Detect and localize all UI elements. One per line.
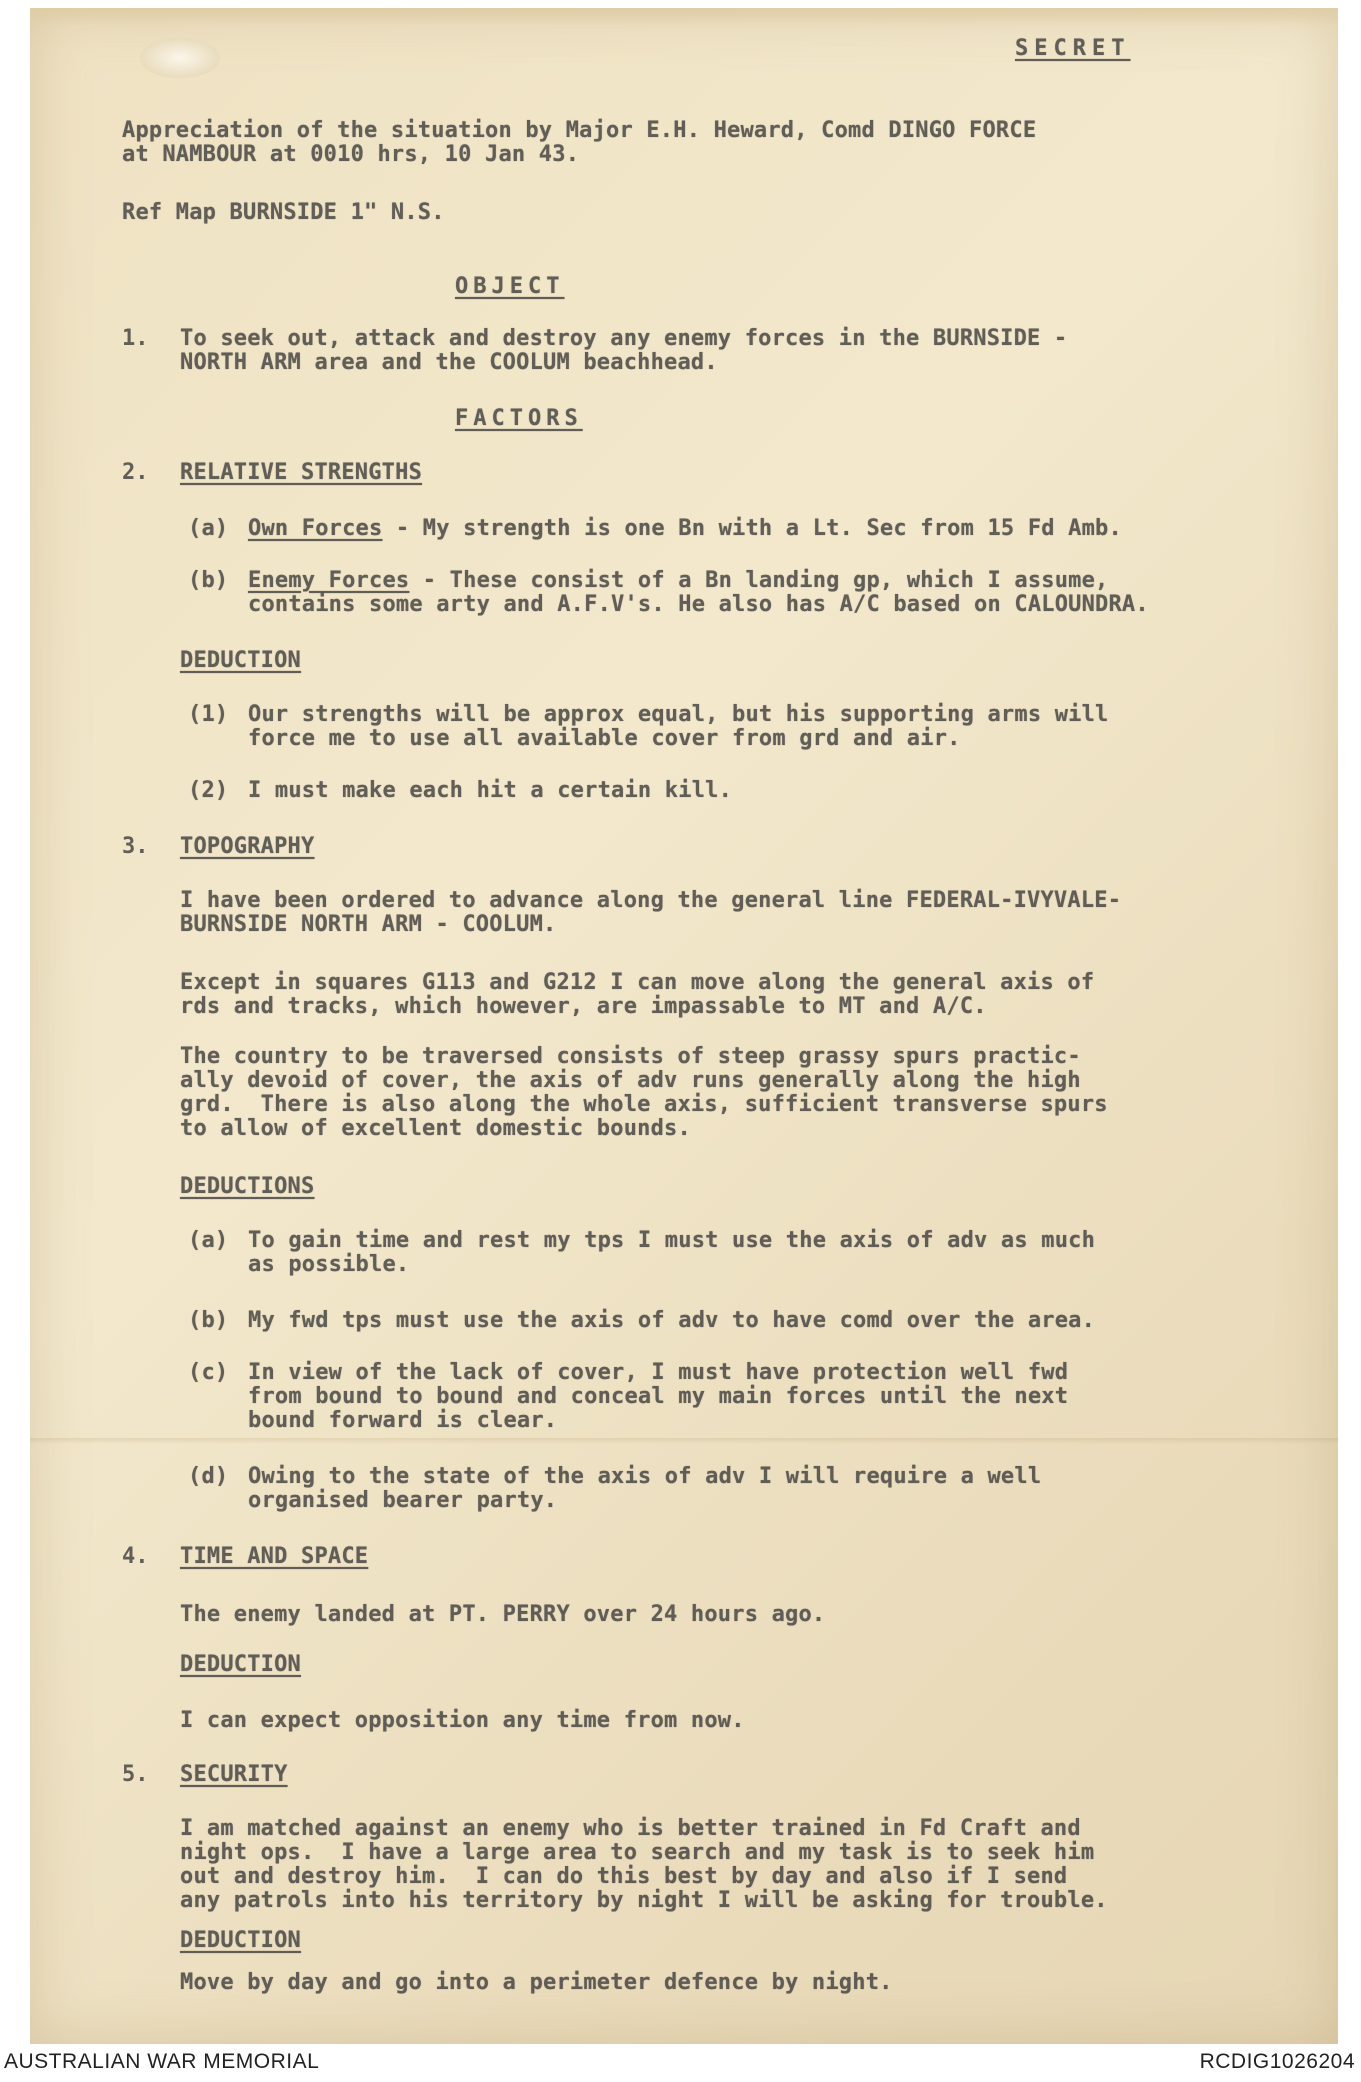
- topography-deduction-a-line-2: as possible.: [248, 1252, 410, 1277]
- relative-strengths-title: RELATIVE STRENGTHS: [180, 460, 423, 485]
- topography-deduction-a-label: (a): [188, 1228, 229, 1253]
- topography-p3-line-2: ally devoid of cover, the axis of adv runs generally along the high: [180, 1068, 1081, 1093]
- classification-mark: SECRET: [1015, 36, 1131, 61]
- security-p1-line-3: out and destroy him. I can do this best by day and also if I send: [180, 1864, 1068, 1889]
- paper-crease: [30, 1438, 1338, 1444]
- object-number: 1.: [122, 326, 149, 351]
- security-p1-line-2: night ops. I have a large area to search and my task is to seek him: [180, 1840, 1095, 1865]
- time-space-p1: The enemy landed at PT. PERRY over 24 hours ago.: [180, 1602, 826, 1627]
- strengths-deduction-title: DEDUCTION: [180, 648, 302, 673]
- factors-title: FACTORS: [455, 406, 583, 431]
- object-line-1: To seek out, attack and destroy any enemy forces in the BURNSIDE -: [180, 326, 1068, 351]
- topography-deductions-title: DEDUCTIONS: [180, 1174, 315, 1199]
- time-space-number: 4.: [122, 1544, 149, 1569]
- heading-line-1: Appreciation of the situation by Major E.H. Heward, Comd DINGO FORCE: [122, 118, 1037, 143]
- security-p1-line-4: any patrols into his territory by night I will be asking for trouble.: [180, 1888, 1108, 1913]
- topography-p3-line-3: grd. There is also along the whole axis, sufficient transverse spurs: [180, 1092, 1108, 1117]
- object-line-2: NORTH ARM area and the COOLUM beachhead.: [180, 350, 718, 375]
- topography-deduction-c-line-3: bound forward is clear.: [248, 1408, 558, 1433]
- time-space-title: TIME AND SPACE: [180, 1544, 369, 1569]
- footer-source: AUSTRALIAN WAR MEMORIAL: [4, 2050, 320, 2073]
- topography-number: 3.: [122, 834, 149, 859]
- security-title: SECURITY: [180, 1762, 288, 1787]
- footer-catalog-id: RCDIG1026204: [1199, 2050, 1355, 2073]
- time-space-deduction-title: DEDUCTION: [180, 1652, 302, 1677]
- topography-deduction-b: My fwd tps must use the axis of adv to have comd over the area.: [248, 1308, 1096, 1333]
- document-page: [30, 8, 1338, 2044]
- topography-title: TOPOGRAPHY: [180, 834, 315, 859]
- own-forces-line: Own Forces - My strength is one Bn with a Lt. Sec from 15 Fd Amb.: [248, 516, 1122, 541]
- topography-p3-line-1: The country to be traversed consists of steep grassy spurs practic-: [180, 1044, 1081, 1069]
- enemy-forces-label: (b): [188, 568, 229, 593]
- topography-deduction-d-line-2: organised bearer party.: [248, 1488, 558, 1513]
- time-space-p2: I can expect opposition any time from now.: [180, 1708, 745, 1733]
- topography-p2-line-1: Except in squares G113 and G212 I can move along the general axis of: [180, 970, 1095, 995]
- heading-line-2: at NAMBOUR at 0010 hrs, 10 Jan 43.: [122, 142, 580, 167]
- ref-map: Ref Map BURNSIDE 1" N.S.: [122, 200, 445, 225]
- topography-deduction-a-line-1: To gain time and rest my tps I must use the axis of adv as much: [248, 1228, 1096, 1253]
- topography-deduction-d-line-1: Owing to the state of the axis of adv I will require a well: [248, 1464, 1042, 1489]
- strengths-deduction-2: I must make each hit a certain kill.: [248, 778, 733, 803]
- topography-deduction-c-label: (c): [188, 1360, 229, 1385]
- topography-p1-line-2: BURNSIDE NORTH ARM - COOLUM.: [180, 912, 557, 937]
- strengths-deduction-1-label: (1): [188, 702, 229, 727]
- topography-p3-line-4: to allow of excellent domestic bounds.: [180, 1116, 691, 1141]
- relative-strengths-number: 2.: [122, 460, 149, 485]
- topography-deduction-c-line-1: In view of the lack of cover, I must have protection well fwd: [248, 1360, 1069, 1385]
- strengths-deduction-1-line-1: Our strengths will be approx equal, but his supporting arms will: [248, 702, 1109, 727]
- topography-p2-line-2: rds and tracks, which however, are impassable to MT and A/C.: [180, 994, 987, 1019]
- security-number: 5.: [122, 1762, 149, 1787]
- topography-deduction-b-label: (b): [188, 1308, 229, 1333]
- enemy-forces-line-2: contains some arty and A.F.V's. He also has A/C based on CALOUNDRA.: [248, 592, 1149, 617]
- topography-deduction-d-label: (d): [188, 1464, 229, 1489]
- object-title: OBJECT: [455, 274, 565, 299]
- strengths-deduction-2-label: (2): [188, 778, 229, 803]
- security-p1-line-1: I am matched against an enemy who is better trained in Fd Craft and: [180, 1816, 1081, 1841]
- security-deduction-title: DEDUCTION: [180, 1928, 302, 1953]
- own-forces-label: (a): [188, 516, 229, 541]
- enemy-forces-line: Enemy Forces - These consist of a Bn landing gp, which I assume,: [248, 568, 1109, 593]
- security-p2: Move by day and go into a perimeter defence by night.: [180, 1970, 893, 1995]
- paper-tear: [140, 38, 220, 78]
- strengths-deduction-1-line-2: force me to use all available cover from grd and air.: [248, 726, 961, 751]
- topography-p1-line-1: I have been ordered to advance along the general line FEDERAL-IVYVALE-: [180, 888, 1122, 913]
- topography-deduction-c-line-2: from bound to bound and conceal my main forces until the next: [248, 1384, 1069, 1409]
